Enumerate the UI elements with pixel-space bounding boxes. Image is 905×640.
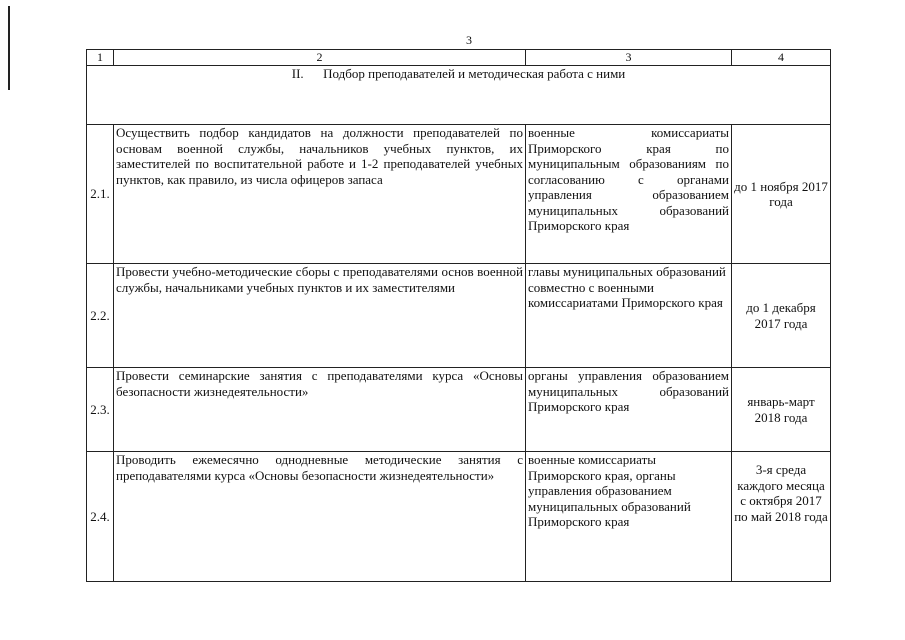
row-executor: военные комиссариаты Приморского края, органы управления образованием муниципальных образований Приморского края	[526, 452, 732, 582]
row-number: 2.3.	[87, 368, 114, 452]
table-row	[87, 368, 831, 452]
page-number: 3	[466, 33, 472, 47]
row-number: 2.2.	[87, 264, 114, 368]
header-col-3: 3	[526, 50, 732, 66]
table-header-row	[87, 50, 831, 66]
row-executor: главы муниципальных образований совместно с военными комиссариатами Приморского края	[526, 264, 732, 368]
row-action: Проводить ежемесячно однодневные методические занятия с преподавателями курса «Основы безопасности жизнедеятельности»	[114, 452, 526, 582]
header-col-4: 4	[732, 50, 831, 66]
section-title: II. Подбор преподавателей и методическая работа с ними	[87, 66, 831, 125]
header-col-2: 2	[114, 50, 526, 66]
header-col-1: 1	[87, 50, 114, 66]
table-row	[87, 125, 831, 264]
row-number: 2.4.	[87, 452, 114, 582]
row-action: Осуществить подбор кандидатов на должности преподавателей по основам военной службы, начальников учебных пунктов, их заместителей по воспитательной работе и 1-2 преподавателей учебных пунктов, как правило, из числа офицеров запаса	[114, 125, 526, 264]
row-deadline: до 1 декабря 2017 года	[732, 264, 831, 368]
row-deadline: январь-март 2018 года	[732, 368, 831, 452]
row-deadline: 3-я среда каждого месяца с октября 2017 по май 2018 года	[732, 452, 831, 582]
row-executor: органы управления образованием муниципальных образований Приморского края	[526, 368, 732, 452]
table-row	[87, 452, 831, 582]
row-action: Провести учебно-методические сборы с преподавателями основ военной службы, начальниками учебных пунктов и их заместителями	[114, 264, 526, 368]
row-deadline: до 1 ноября 2017 года	[732, 125, 831, 264]
row-action: Провести семинарские занятия с преподавателями курса «Основы безопасности жизнедеятельности»	[114, 368, 526, 452]
plan-table	[86, 49, 831, 582]
row-number: 2.1.	[87, 125, 114, 264]
row-executor: военные комиссариаты Приморского края по муниципальным образованиям по согласованию с органами управления образованием муниципальных образований Приморского края	[526, 125, 732, 264]
table-row	[87, 264, 831, 368]
margin-line	[8, 6, 10, 90]
section-row	[87, 66, 831, 125]
